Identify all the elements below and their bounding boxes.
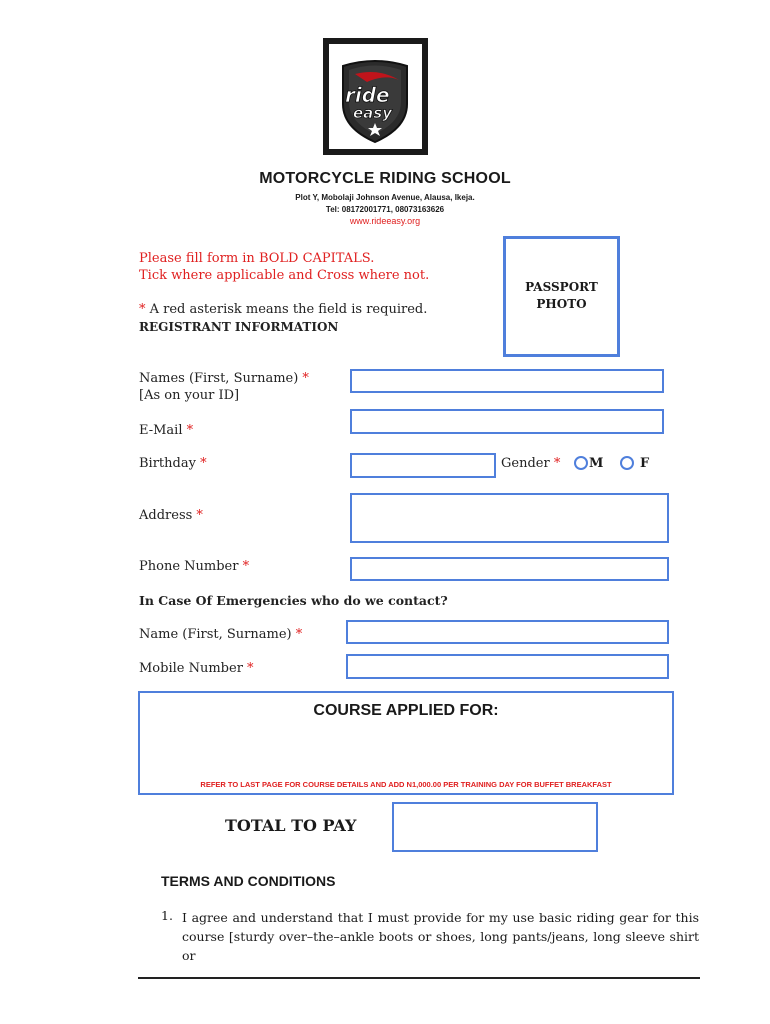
section-heading-registrant: REGISTRANT INFORMATION bbox=[139, 320, 339, 334]
email-label-text: E-Mail bbox=[139, 423, 187, 438]
instruction-tick: Tick where applicable and Cross where not. bbox=[139, 268, 430, 283]
emergency-mobile-label bbox=[139, 661, 254, 676]
emergency-name-input[interactable] bbox=[346, 620, 669, 644]
required-note-text: A red asterisk means the field is required. bbox=[145, 302, 428, 317]
address-label-text: Address bbox=[139, 508, 197, 523]
required-asterisk: * bbox=[196, 508, 203, 523]
birthday-label-text: Birthday bbox=[139, 456, 201, 471]
terms-heading: TERMS AND CONDITIONS bbox=[161, 873, 336, 889]
emergency-mobile-label-text: Mobile Number bbox=[139, 661, 248, 676]
logo-text-easy: easy bbox=[353, 104, 393, 122]
required-asterisk: * bbox=[139, 302, 146, 317]
logo-frame bbox=[323, 38, 428, 155]
email-label bbox=[139, 423, 193, 438]
logo-background bbox=[329, 44, 422, 149]
required-asterisk: * bbox=[553, 456, 561, 471]
terms-item-text: I agree and understand that I must provide for my use basic riding gear for this course [sturdy over–the–ankle boots or shoes, long pants/jeans, long sleeve shirt or bbox=[182, 910, 699, 963]
phone-label-text: Phone Number bbox=[139, 559, 243, 574]
phone-label bbox=[139, 559, 249, 574]
gender-label-text: Gender bbox=[501, 456, 554, 471]
names-sublabel: [As on your ID] bbox=[139, 388, 240, 403]
gender-male-radio[interactable] bbox=[574, 456, 588, 470]
gender-female-radio[interactable] bbox=[620, 456, 634, 470]
address-input[interactable] bbox=[350, 493, 669, 543]
ride-easy-logo bbox=[329, 44, 422, 149]
names-label bbox=[139, 371, 309, 386]
terms-item-number: 1. bbox=[161, 908, 173, 923]
school-website-link[interactable]: www.rideeasy.org bbox=[349, 216, 421, 226]
course-title: COURSE APPLIED FOR: bbox=[313, 702, 499, 719]
logo-text-ride: ride bbox=[345, 83, 390, 107]
phone-input[interactable] bbox=[350, 557, 669, 581]
footer-divider bbox=[138, 977, 700, 979]
course-note: REFER TO LAST PAGE FOR COURSE DETAILS AND ADD N1,000.00 PER TRAINING DAY FOR BUFFET BREAKFAST bbox=[200, 780, 612, 789]
required-asterisk: * bbox=[200, 456, 207, 471]
email-input[interactable] bbox=[350, 409, 664, 434]
required-asterisk: * bbox=[295, 627, 303, 642]
required-asterisk: * bbox=[186, 423, 194, 438]
emergency-heading: In Case Of Emergencies who do we contact? bbox=[139, 593, 448, 608]
required-asterisk: * bbox=[302, 371, 309, 386]
school-address: Plot Y, Mobolaji Johnson Avenue, Alausa, Ikeja. bbox=[295, 193, 475, 202]
required-asterisk: * bbox=[247, 661, 254, 676]
required-note bbox=[139, 302, 427, 317]
school-telephone: Tel: 08172001771, 08073163626 bbox=[325, 205, 445, 214]
names-input[interactable] bbox=[350, 369, 664, 393]
total-to-pay-input[interactable] bbox=[392, 802, 598, 852]
required-asterisk: * bbox=[242, 559, 250, 574]
passport-photo-box[interactable] bbox=[503, 236, 620, 357]
birthday-input[interactable] bbox=[350, 453, 496, 478]
emergency-name-label bbox=[139, 627, 302, 642]
passport-photo-label-1: PASSPORT bbox=[525, 280, 598, 294]
passport-photo-label-2: PHOTO bbox=[536, 297, 587, 311]
gender-male-label: M bbox=[589, 456, 604, 471]
total-to-pay-label: TOTAL TO PAY bbox=[225, 816, 357, 835]
gender-label bbox=[501, 456, 560, 471]
school-name: MOTORCYCLE RIDING SCHOOL bbox=[259, 170, 511, 187]
names-label-text: Names (First, Surname) bbox=[139, 371, 303, 386]
birthday-label bbox=[139, 456, 207, 471]
emergency-mobile-input[interactable] bbox=[346, 654, 669, 679]
emergency-name-label-text: Name (First, Surname) bbox=[139, 627, 296, 642]
gender-female-label: F bbox=[640, 456, 650, 471]
instruction-capitals: Please fill form in BOLD CAPITALS. bbox=[139, 251, 375, 266]
address-label bbox=[139, 508, 203, 523]
